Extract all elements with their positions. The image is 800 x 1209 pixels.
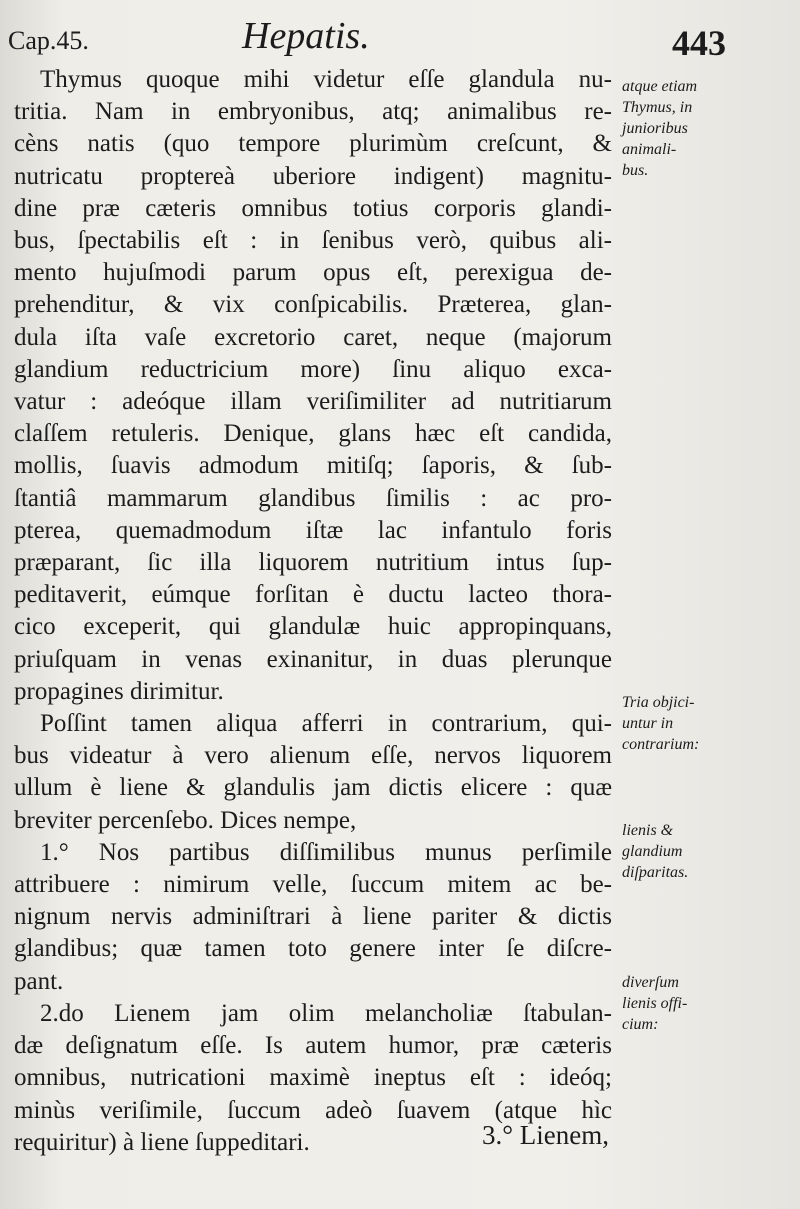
main-text (14, 64, 612, 1159)
margin-note-objections (622, 692, 699, 755)
margin-note-line: atque etiam (622, 78, 698, 95)
margin-note-line: untur in (622, 715, 674, 732)
text-line: glandium reductricium more) ſinu aliquo exca- (14, 355, 612, 383)
text-line: dæ deſignatum eſſe. Is autem humor, præ cæteris (14, 1032, 612, 1060)
paragraph-first-objection (14, 837, 612, 998)
margin-note-line: junioribus (622, 120, 688, 137)
running-header (0, 12, 800, 62)
margin-note-line: Thymus, in (622, 99, 693, 116)
text-line: peditaverit, eúmque forſitan è ductu lacteo thora- (14, 581, 612, 609)
margin-note-line: glandium (622, 843, 683, 860)
text-line: glandibus; quæ tamen toto genere inter ſe diſcre- (14, 935, 612, 963)
page-number: 443 (672, 23, 726, 63)
text-line: minùs veriſimile, ſuccum adeò ſuavem (atque hìc (14, 1096, 612, 1124)
text-line: priuſquam in venas exinanitur, in duas plerunque (14, 645, 612, 673)
margin-note-thymus (622, 76, 697, 181)
text-line: nignum nervis adminiſtrari à liene pariter & dictis (14, 903, 612, 931)
margin-note-line: animali- (622, 141, 677, 158)
text-line: pant. (14, 967, 64, 995)
margin-note-line: cium: (622, 1016, 659, 1033)
text-line: nutricatu proptereà uberiore indigent) magnitu- (14, 162, 612, 190)
text-line: ſtantiâ mammarum glandibus ſimilis : ac pro- (14, 484, 612, 512)
margin-note-line: diverſum (622, 974, 679, 991)
text-line: ullum è liene & glandulis jam dictis elicere : quæ (14, 774, 612, 802)
paragraph-thymus (14, 64, 612, 708)
text-line: vatur : adeóque illam veriſimiliter ad nutritiarum (14, 388, 612, 416)
margin-note-line: Tria objici- (622, 694, 695, 711)
margin-note-line: bus. (622, 162, 649, 179)
text-line: cico exceperit, qui glandulæ huic appropinquans, (14, 613, 612, 641)
text-line: mento hujuſmodi parum opus eſt, perexigua de- (14, 259, 612, 287)
text-line: tritia. Nam in embryonibus, atq; animalibus re- (14, 98, 612, 126)
text-line: 2.do Lienem jam olim melancholiæ ſtabulan- (40, 999, 612, 1027)
paragraph-objections (14, 708, 612, 837)
chapter-label: Cap.45. (8, 26, 89, 55)
margin-note-disparity (622, 820, 688, 883)
text-line: attribuere : nimirum velle, ſuccum mitem ac be- (14, 871, 612, 899)
text-line: præparant, ſic illa liquorem nutritium intus ſup- (14, 549, 612, 577)
text-line: Poſſint tamen aliqua afferri in contrarium, qui- (40, 710, 612, 738)
text-line: bus videatur à vero alienum eſſe, nervos liquorem (14, 742, 612, 770)
text-line: breviter percenſebo. Dices nempe, (14, 806, 357, 834)
margin-note-line: lienis & (622, 822, 674, 839)
text-line: 1.° Nos partibus diſſimilibus munus perſimile (40, 838, 612, 866)
running-title: Hepatis. (242, 15, 370, 57)
text-line: requiritur) à liene ſuppeditari. (14, 1128, 310, 1156)
text-line: omnibus, nutricationi maximè ineptus eſt : ideóq; (14, 1064, 612, 1092)
text-line: dula iſta vaſe excretorio caret, neque (majorum (14, 323, 612, 351)
text-line: cèns natis (quo tempore plurimùm creſcunt, & (14, 130, 612, 158)
text-line: mollis, ſuavis admodum mitiſq; ſaporis, & ſub- (14, 452, 612, 480)
catchword: 3.° Lienem, (482, 1120, 610, 1150)
text-line: propagines dirimitur. (14, 677, 224, 705)
margin-note-line: lienis offi- (622, 995, 688, 1012)
text-line: claſſem retuleris. Denique, glans hæc eſt candida, (14, 420, 612, 448)
margin-note-spleen-office (622, 972, 687, 1035)
text-line: prehenditur, & vix conſpicabilis. Præterea, glan- (14, 291, 612, 319)
text-line: pterea, quemadmodum iſtæ lac infantulo foris (14, 516, 612, 544)
margin-note-line: diſparitas. (622, 864, 689, 881)
text-line: Thymus quoque mihi videtur eſſe glandula nu- (40, 66, 612, 93)
margin-note-line: contrarium: (622, 736, 700, 753)
text-line: dine præ cæteris omnibus totius corporis glandi- (14, 194, 612, 222)
text-line: bus, ſpectabilis eſt : in ſenibus verò, quibus ali- (14, 227, 612, 255)
